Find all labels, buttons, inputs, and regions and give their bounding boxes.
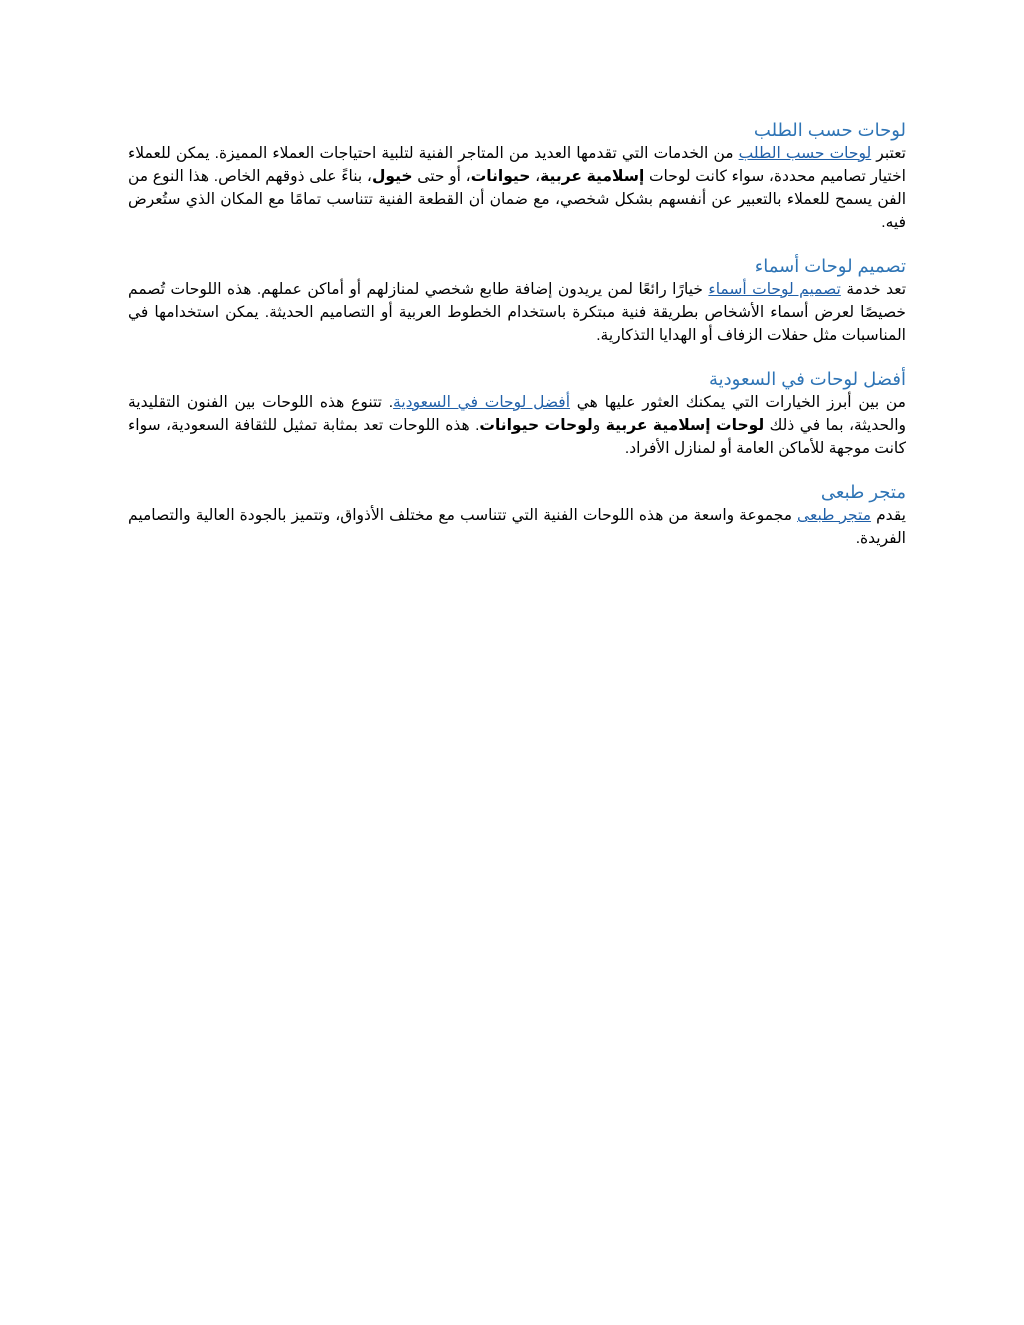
bold-term: حيوانات xyxy=(470,168,531,185)
section-heading: متجر طبعى xyxy=(820,482,906,502)
best-saudi-paintings-link[interactable]: أفضل لوحات في السعودية xyxy=(393,394,571,411)
paragraph-text: و xyxy=(592,417,606,434)
paragraph-text: ، أو حتى xyxy=(412,168,471,185)
paragraph-text: من الخدمات التي تقدمها العديد من المتاجر الفنية لتلبية احتياجات العملاء المميزة. يمكن للعملاء اختيار تصاميم محددة، سواء كانت لوحات xyxy=(128,145,906,185)
section-paragraph xyxy=(128,278,906,347)
section-paragraph xyxy=(128,504,906,550)
section-heading: تصميم لوحات أسماء xyxy=(754,256,906,276)
name-plates-link[interactable]: تصميم لوحات أسماء xyxy=(708,281,841,298)
paragraph-text: . هذه اللوحات تعد بمثابة تمثيل للثقافة السعودية، سواء كانت موجهة للأماكن العامة أو لمنازل الأفراد. xyxy=(128,417,906,457)
section-best-saudi xyxy=(128,367,906,460)
paragraph-text: من بين أبرز الخيارات التي يمكنك العثور عليها هي xyxy=(570,394,906,411)
section-paragraph xyxy=(128,142,906,234)
bold-term: خيول xyxy=(371,168,413,185)
bold-term: لوحات حيوانات xyxy=(479,417,593,434)
section-heading: لوحات حسب الطلب xyxy=(753,120,906,140)
paragraph-text: تعد خدمة xyxy=(840,281,907,298)
document-page xyxy=(128,118,906,570)
section-paragraph xyxy=(128,391,906,460)
paragraph-text: يقدم xyxy=(871,507,906,524)
section-store xyxy=(128,480,906,550)
section-custom-paintings xyxy=(128,118,906,234)
paragraph-text: خيارًا رائعًا لمن يريدون إضافة طابع شخصي لمنازلهم أو أماكن عملهم. هذه اللوحات تُصمم خصيصًا لعرض أسماء الأشخاص بطريقة فنية مبتكرة باستخدام الخطوط العربية أو التصاميم الحديثة. يمكن استخدامها في المناسبات مثل حفلات الزفاف أو الهدايا التذكارية. xyxy=(128,281,906,344)
section-name-plates xyxy=(128,254,906,347)
store-link[interactable]: متجر طبعى xyxy=(797,507,872,524)
bold-term: إسلامية عربية xyxy=(540,168,645,185)
paragraph-text: مجموعة واسعة من هذه اللوحات الفنية التي تتناسب مع مختلف الأذواق، وتتميز بالجودة العالية والتصاميم الفريدة. xyxy=(128,507,906,547)
paragraph-text: تعتبر xyxy=(871,145,906,162)
bold-term: لوحات إسلامية عربية xyxy=(605,417,765,434)
paragraph-text: . تتنوع هذه اللوحات بين الفنون التقليدية والحديثة، بما في ذلك xyxy=(128,394,906,434)
section-heading: أفضل لوحات في السعودية xyxy=(709,369,906,389)
paragraph-text: ، xyxy=(530,168,541,185)
custom-paintings-link[interactable]: لوحات حسب الطلب xyxy=(738,145,872,162)
paragraph-text: ، بناءً على ذوقهم الخاص. هذا النوع من الفن يسمح للعملاء بالتعبير عن أنفسهم بشكل شخصي، مع ضمان أن القطعة الفنية تتناسب تمامًا مع المكان الذي ستُعرض فيه. xyxy=(128,168,906,231)
